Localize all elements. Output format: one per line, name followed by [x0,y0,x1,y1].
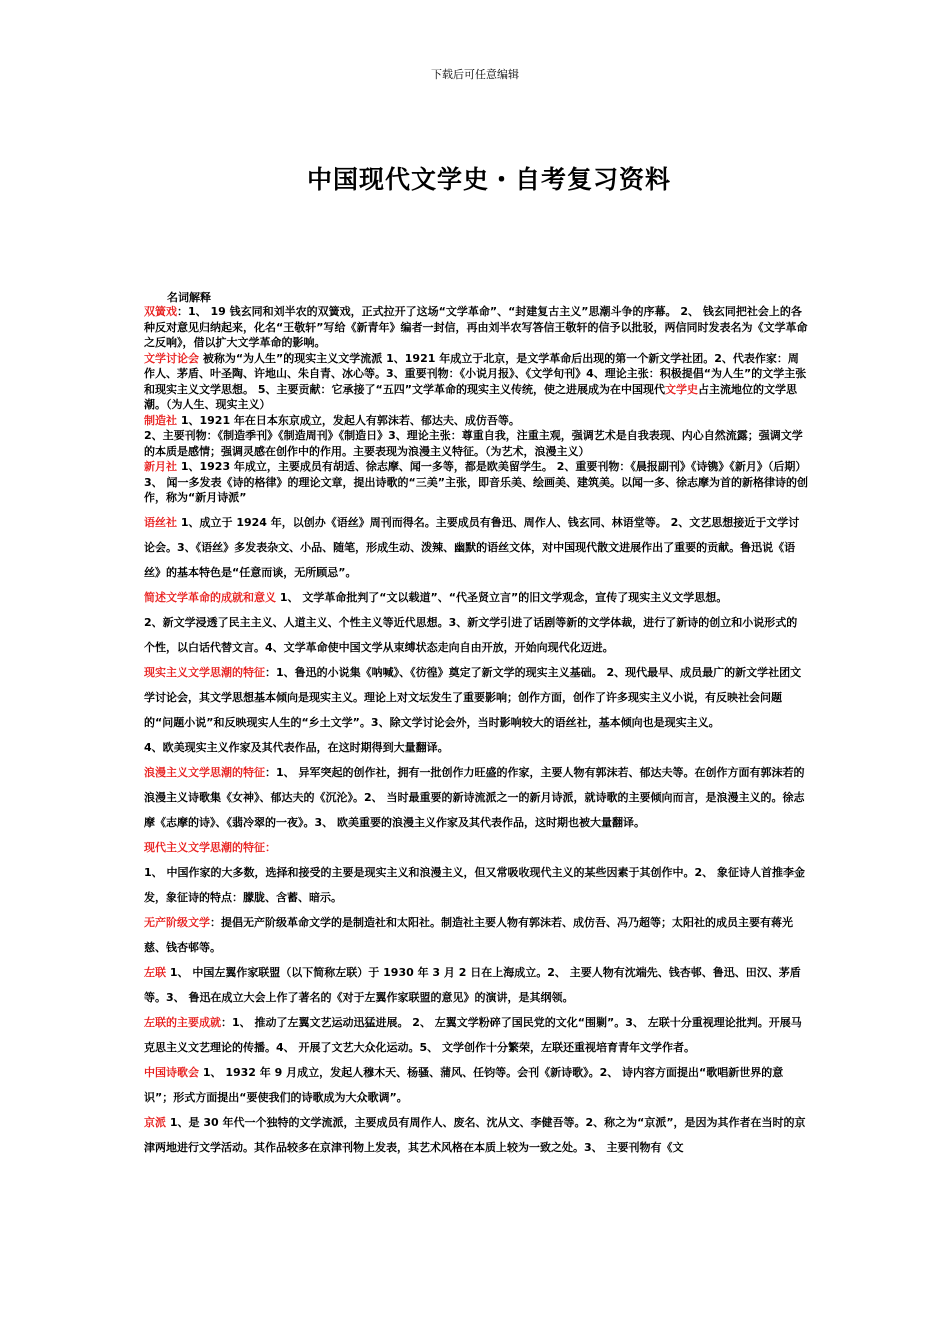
entry-text: 1、 1932 年 9 月成立，发起人穆木天、杨骚、蒲风、任钧等。会刊《新诗歌》。2、 诗内容方面提出“歌唱新世界的意识”；形式方面提出“要使我们的诗歌成为大众歌调”。 [144,1066,784,1104]
entry-zhizaoshe [144,413,808,429]
entry-text: 占主流地位的文学思潮。（为人生、现实主义） [144,382,797,411]
entry-zuolian-chengjiu [144,1010,808,1060]
entry-text: ：1、鲁迅的小说集《呐喊》、《彷徨》奠定了新文学的现实主义基础。 2、现代最早、成员最广的新文学社团文学讨论会，其文学思想基本倾向是现实主义。理论上对文坛发生了重要影响；创作方面，创作了许多现实主义小说，有反映社会问题的“问题小说”和反映现实人生的“乡土文学”。3、除文学讨论会外，当时影响较大的语丝社，基本倾向也是现实主义。 [144,666,802,729]
entry-xiandai-zhuyi [144,835,808,860]
entry-text: 1、1921 年在日本东京成立，发起人有郭沫若、郁达夫、成仿吾等。 [177,413,520,427]
entry-term: 新月社 [144,460,177,473]
entry-text: 2、主要刊物：《制造季刊》《制造周刊》《制造日》3、理论主张：尊重自我，注重主观，强调艺术是自我表现、内心自然流露；强调文学的本质是感情；强调灵感在创作中的作用。主要表现为浪漫主义特征。（为艺术，浪漫主义） [144,429,803,458]
entry-langman-zhuyi [144,760,808,835]
entry-zuolian [144,960,808,1010]
entry-term: 左联 [144,966,166,979]
entry-text: ：1、 19 钱玄同和刘半农的双簧戏，正式拉开了这场“文学革命”、“封建复古主义”思潮斗争的序幕。 2、 钱玄同把社会上的各种反对意见归纳起来，化名“王敬轩”写给《新青年》编者一封信，再由刘半农写答信王敬轩的信予以批驳，两信同时发表名为《文学革命之反响》，借以扩大文学革命的影响。 [144,305,808,349]
entry-text: ：提倡无产阶级革命文学的是制造社和太阳社。制造社主要人物有郭沫若、成仿吾、冯乃超等；太阳社的成员主要有蒋光慈、钱杏邨等。 [144,916,793,954]
entry-zhongguo-shigehui [144,1060,808,1110]
entry-term: 现代主义文学思潮的特征： [144,841,276,854]
entry-inline-highlight: 文学史 [664,382,698,396]
entry-xianshi-zhuyi-continued [144,735,808,760]
loose-entries [144,510,808,1160]
entry-wuchan-jieji [144,910,808,960]
entry-zhizaoshe-continued [144,428,808,459]
entry-text: 1、 文学革命批判了“文以载道”、“代圣贤立言”的旧文学观念，宣传了现实主义文学思想。 [276,591,728,604]
entry-term: 无产阶级文学 [144,916,210,929]
document-title: 中国现代文学史・自考复习资料 [306,165,671,194]
entry-term: 现实主义文学思潮的特征 [144,666,265,679]
entry-term: 中国诗歌会 [144,1066,199,1079]
entry-xinyueshe [144,459,808,506]
entry-term: 双簧戏 [144,305,177,318]
entry-term: 浪漫主义文学思潮的特征 [144,766,265,779]
entry-xianshi-zhuyi [144,660,808,735]
entry-text: 1、是 30 年代一个独特的文学流派，主要成员有周作人、废名、沈从文、李健吾等。2、称之为“京派”，是因为其作者在当时的京津两地进行文学活动。其作品较多在京津刊物上发表，其艺术风格在本质上较为一致之处。3、 主要刊物有《文 [144,1116,806,1154]
dense-entries [144,304,808,506]
section-heading: 名词解释 [167,291,211,304]
entry-text: ：1、 推动了左翼文艺运动迅猛进展。 2、 左翼文学粉碎了国民党的文化“围剿”。3、 左联十分重视理论批判。开展马克思主义文艺理论的传播。4、 开展了文艺大众化运动。5、 文学创作十分繁荣，左联还重视培育青年文学作者。 [144,1016,802,1054]
entry-text: 2、新文学浸透了民主主义、人道主义、个性主义等近代思想。3、新文学引进了话剧等新的文学体裁，进行了新诗的创立和小说形式的个性，以白话代替文言。4、文学革命使中国文学从束缚状态走向自由开放，开始向现代化迈进。 [144,616,798,654]
entry-text: ：1、 异军突起的创作社，拥有一批创作力旺盛的作家，主要人物有郭沫若、郁达夫等。在创作方面有郭沫若的浪漫主义诗歌集《女神》、郁达夫的《沉沦》。2、 当时最重要的新诗流派之一的新月诗派，就诗歌的主要倾向而言，是浪漫主义的。徐志摩《志摩的诗》、《翡冷翠的一夜》。3、 欧美重要的浪漫主义作家及其代表作品，这时期也被大量翻译。 [144,766,805,829]
entry-text: 4、欧美现实主义作家及其代表作品，在这时期得到大量翻译。 [144,741,449,754]
page-header-note: 下载后可任意编辑 [431,68,519,81]
entry-wenxue-geming [144,585,808,610]
entry-shuanghuangxi [144,304,808,351]
entry-xiandai-zhuyi-continued [144,860,808,910]
entry-term: 简述文学革命的成就和意义 [144,591,276,604]
entry-term: 语丝社 [144,516,177,529]
entry-term: 制造社 [144,413,177,427]
entry-jingpai [144,1110,808,1160]
entry-text: 1、成立于 1924 年，以创办《语丝》周刊而得名。主要成员有鲁迅、周作人、钱玄同、林语堂等。 2、文艺思想接近于文学讨论会。3、《语丝》多发表杂文、小品、随笔，形成生动、泼辣、幽默的语丝文体，对中国现代散文进展作出了重要的贡献。鲁迅说《语丝》的基本特色是“任意而谈，无所顾忌”。 [144,516,800,579]
entry-text: 1、1923 年成立，主要成员有胡适、徐志摩、闻一多等，都是欧美留学生。 2、重要刊物：《晨报副刊》《诗镌》《新月》（后期）3、 闻一多发表《诗的格律》的理论文章，提出诗歌的“三美”主张，即音乐美、绘画美、建筑美。以闻一多、徐志摩为首的新格律诗的创作，称为“新月诗派” [144,460,808,504]
entry-wenxue-geming-continued [144,610,808,660]
entry-text: 1、 中国作家的大多数，选择和接受的主要是现实主义和浪漫主义，但又常吸收现代主义的某些因素于其创作中。2、 象征诗人首推李金发，象征诗的特点：朦胧、含蓄、暗示。 [144,866,805,904]
entry-term: 文学讨论会 [144,351,199,365]
entry-term: 左联的主要成就 [144,1016,221,1029]
entry-term: 京派 [144,1116,166,1129]
entry-wenxue-taolunhui [144,351,808,413]
entry-text: 被称为“为人生”的现实主义文学流派 1、1921 年成立于北京，是文学革命后出现的第一个新文学社团。2、代表作家：周作人、茅盾、叶圣陶、许地山、朱自青、冰心等。3、重要刊物：《小说月报》、《文学旬刊》4、理论主张：积极提倡“为人生”的文学主张和现实主义文学思想。 5、主要贡献：它承接了“五四”文学革命的现实主义传统，使之进展成为在中国现代 [144,351,807,396]
entry-text: 1、 中国左翼作家联盟（以下简称左联）于 1930 年 3 月 2 日在上海成立。2、 主要人物有沈端先、钱杏邨、鲁迅、田汉、茅盾等。3、 鲁迅在成立大会上作了著名的《对于左翼作家联盟的意见》的演讲，是其纲领。 [144,966,801,1004]
entry-yusishe [144,510,808,585]
